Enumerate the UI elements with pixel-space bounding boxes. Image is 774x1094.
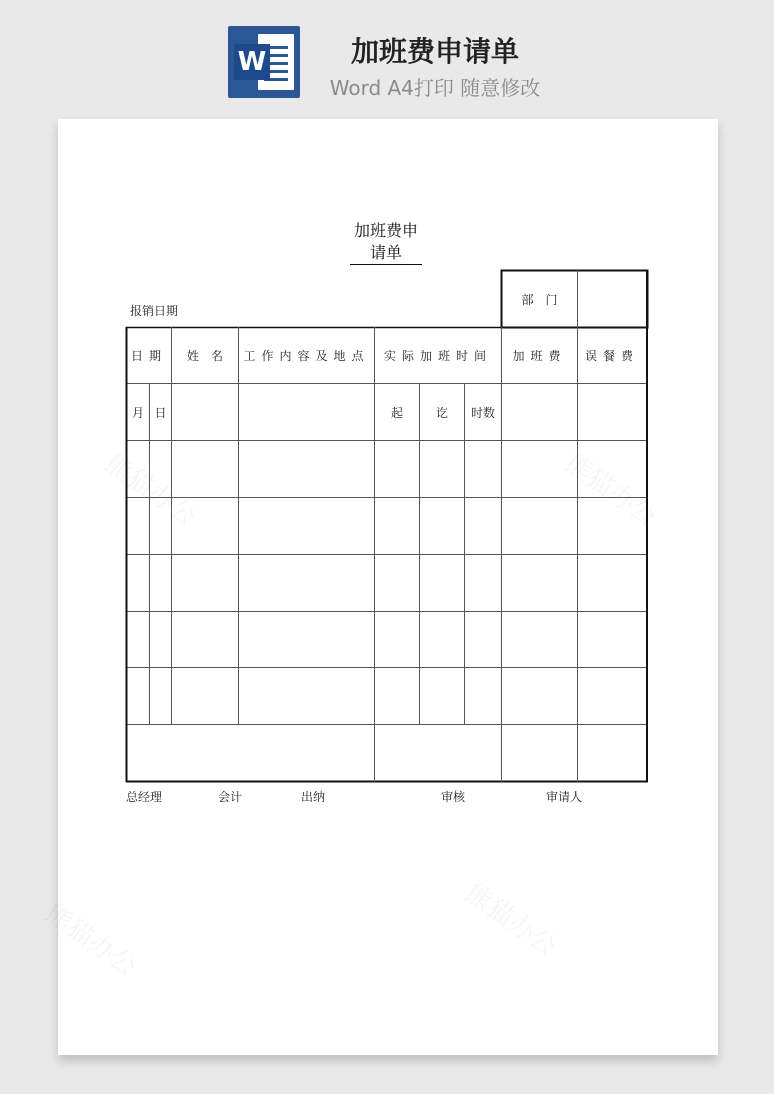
subheader-month: 月 <box>131 405 144 420</box>
word-icon-letter: W <box>234 44 270 80</box>
header-work-content: 工作内容及地点 <box>243 349 370 363</box>
subheader-day: 日 <box>154 405 167 420</box>
signature-applicant: 审请人 <box>546 790 583 804</box>
report-date-label: 报销日期 <box>130 304 179 318</box>
header-name: 姓 名 <box>186 349 223 363</box>
banner-subtitle: Word A4打印 随意修改 <box>329 76 541 100</box>
header-overtime-pay: 加班费 <box>512 349 567 363</box>
signature-general-manager: 总经理 <box>126 790 163 804</box>
department-value[interactable] <box>578 271 646 327</box>
banner-title: 加班费申请单 <box>350 35 519 68</box>
subheader-hours: 时数 <box>470 405 495 420</box>
document-title: 加班费申请单 <box>350 220 422 265</box>
subheader-end: 讫 <box>435 405 448 420</box>
signature-accountant: 会计 <box>218 790 243 804</box>
header-actual-time: 实际加班时间 <box>383 349 492 363</box>
header-date: 日期 <box>130 349 167 363</box>
signature-review: 审核 <box>441 790 466 804</box>
subheader-start: 起 <box>390 405 403 420</box>
signature-cashier: 出纳 <box>301 790 326 804</box>
header-meal-allowance: 误餐费 <box>584 349 639 363</box>
department-label: 部 门 <box>521 292 558 307</box>
